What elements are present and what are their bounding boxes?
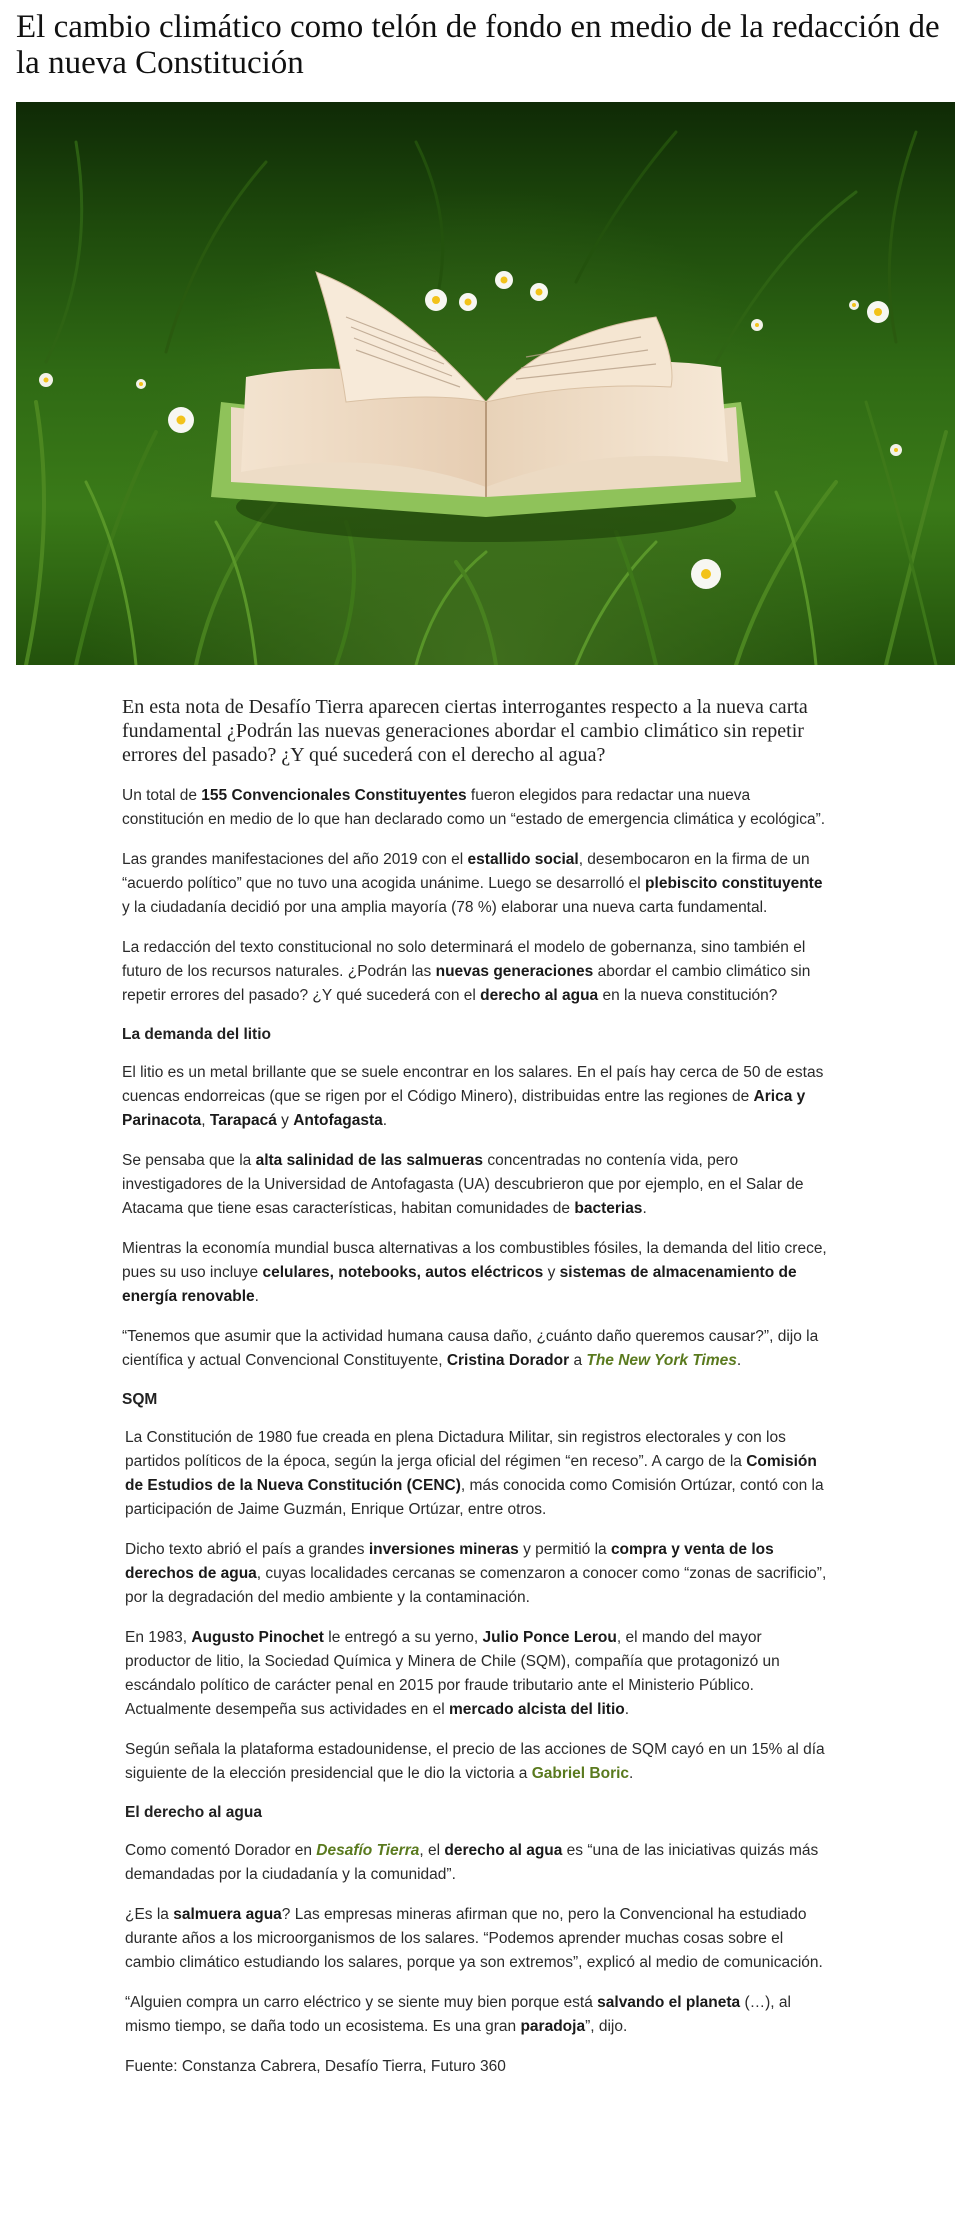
article-lead: En esta nota de Desafío Tierra aparecen ciertas interrogantes respecto a la nueva carta fundamental ¿Podrán las nuevas generaciones abordar el cambio climático sin repetir errores del pasado? ¿Y qué sucederá con el derecho al agua? <box>122 696 808 766</box>
nyt-link[interactable]: The New York Times <box>586 1352 737 1369</box>
sqm-section <box>122 1426 828 2079</box>
gabriel-boric-link[interactable]: Gabriel Boric <box>531 1765 630 1782</box>
hero-image <box>16 102 955 665</box>
paragraph: “Tenemos que asumir que la actividad humana causa daño, ¿cuánto daño queremos causar?”, dijo la científica y actual Convencional Constituyente, Cristina Dorador a The New York Times. <box>122 1328 819 1369</box>
paragraph: “Alguien compra un carro eléctrico y se siente muy bien porque está salvando el planeta (…), al mismo tiempo, se daña todo un ecosistema. Es una gran paradoja”, dijo. <box>125 1994 791 2035</box>
paragraph: Como comentó Dorador en Desafío Tierra, el derecho al agua es “una de las iniciativas quizás más demandadas por la ciudadanía y la comunidad”. <box>125 1842 819 1883</box>
paragraph: Mientras la economía mundial busca alternativas a los combustibles fósiles, la demanda del litio crece, pues su uso incluye celulares, notebooks, autos eléctricos y sistemas de almacenamiento de energía renovable. <box>122 1240 827 1305</box>
desafio-tierra-link[interactable]: Desafío Tierra <box>316 1842 420 1859</box>
paragraph: Dicho texto abrió el país a grandes inversiones mineras y permitió la compra y venta de los derechos de agua, cuyas localidades cercanas se comenzaron a conocer como “zonas de sacrificio”, por la degradación del medio ambiente y la contaminación. <box>125 1541 827 1606</box>
paragraph: El litio es un metal brillante que se suele encontrar en los salares. En el país hay cerca de 50 de estas cuencas endorreicas (que se rigen por el Código Minero), distribuidas entre las regiones de Arica y Parinacota, Tarapacá y Antofagasta. <box>122 1064 824 1129</box>
section-heading-sqm: SQM <box>122 1391 158 1408</box>
book-on-grass-illustration <box>16 102 955 665</box>
paragraph: Según señala la plataforma estadounidense, el precio de las acciones de SQM cayó en un 15% al día siguiente de la elección presidencial que le dio la victoria a Gabriel Boric. <box>125 1741 825 1782</box>
paragraph: Se pensaba que la alta salinidad de las salmueras concentradas no contenía vida, pero investigadores de la Universidad de Antofagasta (UA) descubrieron que por ejemplo, en el Salar de Atacama que tiene esas características, habitan comunidades de bacterias. <box>122 1152 804 1217</box>
paragraph: En 1983, Augusto Pinochet le entregó a su yerno, Julio Ponce Lerou, el mando del mayor productor de litio, la Sociedad Química y Minera de Chile (SQM), compañía que protagonizó un escándalo político de carácter penal en 2015 por fraude tributario ante el Ministerio Público. Actualmente desempeña sus actividades en el mercado alcista del litio. <box>125 1629 780 1718</box>
section-heading-agua: El derecho al agua <box>125 1804 262 1821</box>
paragraph: ¿Es la salmuera agua? Las empresas mineras afirman que no, pero la Convencional ha estudiado durante años a los microorganismos de los salares. “Podemos aprender muchas cosas sobre el cambio climático estudiando los salares, porque ya son extremos”, explicó al medio de comunicación. <box>125 1906 823 1971</box>
article-body <box>122 695 828 2095</box>
paragraph: Un total de 155 Convencionales Constituyentes fueron elegidos para redactar una nueva constitución en medio de lo que han declarado como un “estado de emergencia climática y ecológica”. <box>122 787 826 828</box>
source-credit: Fuente: Constanza Cabrera, Desafío Tierra, Futuro 360 <box>125 2058 506 2075</box>
section-heading-litio: La demanda del litio <box>122 1026 271 1043</box>
paragraph: La Constitución de 1980 fue creada en plena Dictadura Militar, sin registros electorales y con los partidos políticos de la época, según la jerga oficial del régimen “en receso”. A cargo de la Comisión de Estudios de la Nueva Constitución (CENC), más conocida como Comisión Ortúzar, contó con la participación de Jaime Guzmán, Enrique Ortúzar, entre otros. <box>125 1429 824 1518</box>
paragraph: La redacción del texto constitucional no solo determinará el modelo de gobernanza, sino también el futuro de los recursos naturales. ¿Podrán las nuevas generaciones abordar el cambio climático sin repetir errores del pasado? ¿Y qué sucederá con el derecho al agua en la nueva constitución? <box>122 939 811 1004</box>
article-title: El cambio climático como telón de fondo en medio de la redacción de la nueva Constitución <box>16 9 940 81</box>
paragraph: Las grandes manifestaciones del año 2019 con el estallido social, desembocaron en la firma de un “acuerdo político” que no tuvo una acogida unánime. Luego se desarrolló el plebiscito constituyente y la ciudadanía decidió por una amplia mayoría (78 %) elaborar una nueva carta fundamental. <box>122 851 823 916</box>
